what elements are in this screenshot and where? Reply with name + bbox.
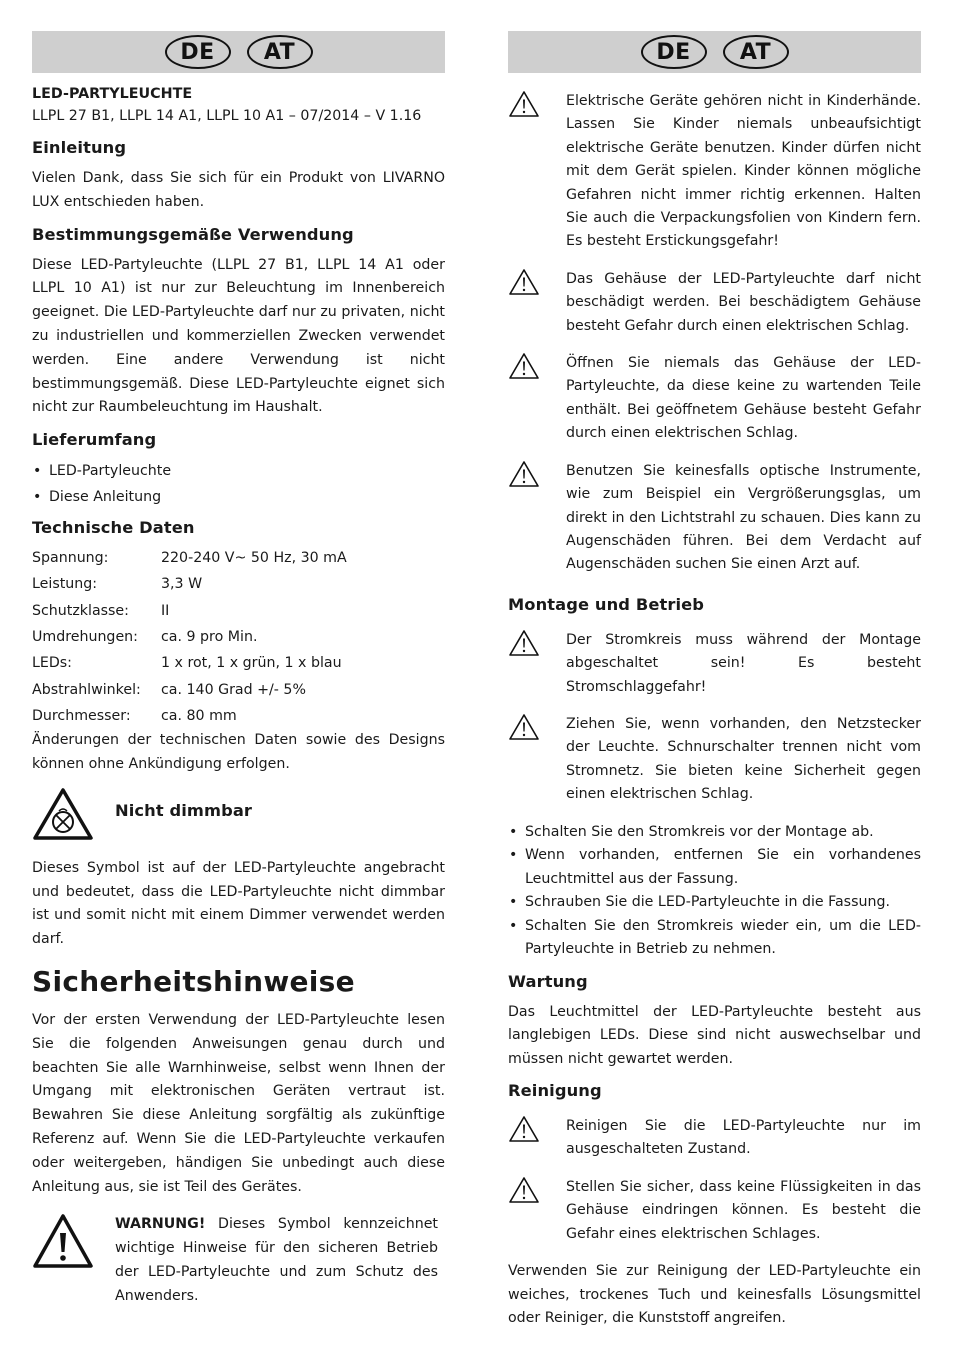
warning-triangle-icon <box>508 268 566 296</box>
cleaning-text: Verwenden Sie zur Reinigung der LED-Partyleuchte ein weiches, trockenes Tuch und keinesfalls Lösungsmittel oder Reiniger, die Kunststoff angreifen. <box>508 1263 921 1326</box>
warning-text: Ziehen Sie, wenn vorhanden, den Netzstecker der Leuchte. Schnurschalter trennen nicht vom Stromnetz. Sie bieten keine Sicherheit gegen einen elektrischen Schlag. <box>566 715 921 803</box>
dimm-section <box>32 787 445 845</box>
product-title: LED-PARTYLEUCHTE <box>32 86 193 102</box>
spec-value: 3,3 W <box>161 576 203 593</box>
heading-safety: Sicherheitshinweise <box>32 965 355 999</box>
list-item: • Schalten Sie den Stromkreis vor der Montage ab. <box>508 821 921 845</box>
warning-triangle-icon <box>508 1115 566 1143</box>
spec-value: ca. 80 mm <box>161 707 237 724</box>
spec-row <box>32 545 445 571</box>
warning-triangle-icon <box>508 713 566 741</box>
spec-value: ca. 140 Grad +/- 5% <box>161 681 306 698</box>
right-column <box>508 31 921 1330</box>
warning-triangle-icon <box>508 90 566 118</box>
heading-dimm: Nicht dimmbar <box>115 800 253 820</box>
spec-table <box>32 545 445 729</box>
list-item: • Diese Anleitung <box>32 484 445 510</box>
warning-item <box>508 460 921 577</box>
heading-delivery: Lieferumfang <box>32 430 157 450</box>
spec-label: Durchmesser: <box>32 707 131 724</box>
spec-row <box>32 571 445 597</box>
warning-exclamation-icon <box>32 1213 115 1273</box>
list-item: • LED-Partyleuchte <box>32 458 445 484</box>
spec-value: 1 x rot, 1 x grün, 1 x blau <box>161 655 342 672</box>
spec-row <box>32 598 445 624</box>
warning-paragraph <box>115 1213 445 1308</box>
language-badge-at: AT <box>723 35 789 69</box>
heading-maintenance: Wartung <box>508 971 588 991</box>
left-column <box>32 31 445 1309</box>
warning-item <box>508 268 921 338</box>
language-badge-de: DE <box>641 35 707 69</box>
spec-row <box>32 650 445 676</box>
warning-text: Reinigen Sie die LED-Partyleuchte nur im ausgeschalteten Zustand. <box>566 1118 921 1158</box>
spec-label: Spannung: <box>32 550 109 567</box>
delivery-list <box>32 458 445 510</box>
spec-value: II <box>161 602 170 619</box>
heading-cleaning: Reinigung <box>508 1081 602 1101</box>
language-badge-at: AT <box>247 35 313 69</box>
warning-text: Öffnen Sie niemals das Gehäuse der LED-Partyleuchte, da diese keine zu wartenden Teile enthält. Bei geöffnetem Gehäuse besteht Gefahr durch einen elektrischen Schlag. <box>566 355 921 442</box>
warning-text: Stellen Sie sicher, dass keine Flüssigkeiten in das Gehäuse eindringen können. Es besteht die Gefahr eines elektrischen Schlages. <box>566 1178 921 1242</box>
intended-use-text: Diese LED-Partyleuchte (LLPL 27 B1, LLPL 14 A1 oder LLPL 10 A1) ist nur zur Beleuchtung im Innenbereich geeignet. Die LED-Partyleuchte darf nur zu privaten, nicht zu industriellen und kommerziellen Zwecken verwendet werden. Eine andere Verwendung ist nicht bestimmungsgemäß. Diese LED-Partyleuchte eignet sich nicht zur Raumbeleuchtung im Haushalt. <box>32 256 445 416</box>
spec-label: Schutzklasse: <box>32 602 129 619</box>
spec-value: 220-240 V~ 50 Hz, 30 mA <box>161 550 347 567</box>
spec-label: Umdrehungen: <box>32 629 138 646</box>
warning-triangle-icon <box>508 1176 566 1204</box>
warning-text: Der Stromkreis muss während der Montage abgeschaltet sein! Es besteht Stromschlaggefahr! <box>566 631 921 695</box>
warning-text: Dieses Symbol kennzeichnet wichtige Hinweise für den sicheren Betrieb der LED-Partyleuchte und zum Schutz des Anwenders. <box>115 1216 438 1304</box>
spec-value: ca. 9 pro Min. <box>161 629 258 646</box>
warning-item <box>508 90 921 254</box>
warning-item <box>508 629 921 699</box>
safety-text: Vor der ersten Verwendung der LED-Partyleuchte lesen Sie die folgenden Anweisungen genau durch und beachten Sie alle Warnhinweise, selbst wenn Ihnen der Umgang mit elektronischen Geräten vertraut ist. Bewahren Sie diese Anleitung sorgfältig als zukünftige Referenz auf. Wenn Sie die LED-Partyleuchte verkaufen oder weitergeben, händigen Sie unbedingt auch diese Anleitung aus, sie ist Teil des Gerätes. <box>32 1012 445 1195</box>
spec-row <box>32 703 445 729</box>
tech-note: Änderungen der technischen Daten sowie des Designs können ohne Ankündigung erfolgen. <box>32 732 445 773</box>
warning-triangle-icon <box>508 629 566 657</box>
mounting-steps <box>508 821 921 962</box>
warning-text: Das Gehäuse der LED-Partyleuchte darf nicht beschädigt werden. Bei beschädigtem Gehäuse besteht Gefahr durch einen elektrischen Schlag. <box>566 270 921 334</box>
language-header <box>508 31 921 73</box>
warning-item <box>508 1115 921 1162</box>
warning-text: Elektrische Geräte gehören nicht in Kinderhände. Lassen Sie Kinder niemals unbeaufsichtigt elektrische Geräte benutzen. Kinder dürfen nicht mit dem Gerät spielen. Kinder können mögliche Gefahren nicht immer richtig erkennen. Halten Sie auch die Verpackungsfolien von Kindern fern. Es besteht Erstickungsgefahr! <box>566 93 921 250</box>
spec-label: LEDs: <box>32 655 72 672</box>
warning-triangle-icon <box>508 352 566 380</box>
warning-item <box>508 352 921 446</box>
language-badge-de: DE <box>165 35 231 69</box>
intro-text: Vielen Dank, dass Sie sich für ein Produkt von LIVARNO LUX entschieden haben. <box>32 170 445 210</box>
language-header <box>32 31 445 73</box>
spec-row <box>32 677 445 703</box>
spec-label: Leistung: <box>32 576 98 593</box>
not-dimmable-icon <box>32 787 115 845</box>
warning-item <box>508 713 921 807</box>
warning-section <box>32 1213 445 1308</box>
model-line: LLPL 27 B1, LLPL 14 A1, LLPL 10 A1 – 07/2014 – V 1.16 <box>32 108 422 124</box>
warning-item <box>508 1176 921 1246</box>
list-item: • Schrauben Sie die LED-Partyleuchte in die Fassung. <box>508 891 921 915</box>
list-item: • Wenn vorhanden, entfernen Sie ein vorhandenes Leuchtmittel aus der Fassung. <box>508 844 921 891</box>
dimm-text: Dieses Symbol ist auf der LED-Partyleuchte angebracht und bedeutet, dass die LED-Partyleuchte nicht dimmbar ist und somit nicht mit einem Dimmer verwendet werden darf. <box>32 859 445 948</box>
heading-intro: Einleitung <box>32 138 127 157</box>
maintenance-text: Das Leuchtmittel der LED-Partyleuchte besteht aus langlebigen LEDs. Diese sind nicht auswechselbar und müssen nicht gewartet werden. <box>508 1003 921 1067</box>
warning-triangle-icon <box>508 460 566 488</box>
spec-row <box>32 624 445 650</box>
list-item: • Schalten Sie den Stromkreis wieder ein, um die LED-Partyleuchte in Betrieb zu nehmen. <box>508 915 921 962</box>
warning-text: Benutzen Sie keinesfalls optische Instrumente, wie zum Beispiel ein Vergrößerungsglas, um direkt in den Lichtstrahl zu schauen. Dies kann zu Augenschäden führen. Bei dem Verdacht auf Augenschäden suchen Sie einen Arzt auf. <box>566 462 921 573</box>
heading-mounting: Montage und Betrieb <box>508 594 705 614</box>
heading-intended-use: Bestimmungsgemäße Verwendung <box>32 224 354 244</box>
heading-tech: Technische Daten <box>32 518 195 538</box>
spec-label: Abstrahlwinkel: <box>32 681 141 698</box>
warning-label: WARNUNG! <box>115 1216 206 1233</box>
